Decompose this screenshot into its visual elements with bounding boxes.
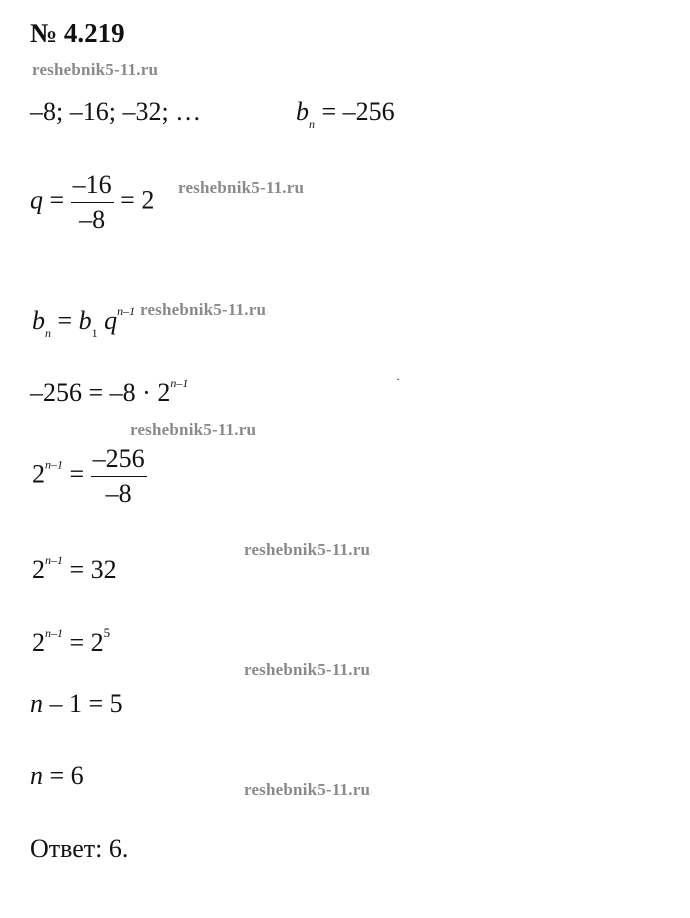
answer: Ответ: 6. [30,834,129,863]
general-formula [32,296,135,348]
line9-rest: = 6 [49,761,84,790]
problem-number: № 4.219 [30,18,125,48]
q-fraction [71,170,114,235]
line4-exp: n–1 [170,376,189,390]
watermark: reshebnik5-11.ru [140,300,267,319]
line5-base: 2 [32,459,45,489]
bn-rhs: = –256 [321,97,395,126]
line7-exp: n–1 [45,626,63,640]
formula-eq: = [57,306,73,335]
line7-exp2: 5 [103,625,111,640]
line6-base: 2 [32,555,45,584]
formula-n: n [45,326,51,340]
line-32 [32,545,117,585]
formula-b: b [32,306,45,335]
line5-exp: n–1 [45,457,63,472]
q-result: = 2 [120,185,155,215]
stray-mark: · [396,372,400,386]
line5-fraction [91,444,147,509]
sequence-bn [296,97,395,139]
watermark: reshebnik5-11.ru [130,420,257,439]
bn-var: b [296,97,309,126]
watermark: reshebnik5-11.ru [244,660,371,679]
line7-base: 2 [32,628,45,657]
line5-numerator: –256 [91,444,147,477]
sequence-terms: –8; –16; –32; … [30,97,202,126]
formula-one: 1 [91,326,98,340]
line-n-minus-1 [30,689,123,719]
line6-exp: n–1 [45,553,63,567]
watermark: reshebnik5-11.ru [244,780,371,799]
q-numerator: –16 [71,170,114,203]
q-denominator: –8 [79,205,106,234]
bn-sub: n [309,117,315,131]
q-eq: = [49,185,65,215]
q-var: q [30,185,43,215]
line8-rest: – 1 = 5 [49,689,123,718]
formula-b1: b [78,306,92,335]
watermark: reshebnik5-11.ru [244,540,371,559]
line6-rhs: = 32 [69,555,117,584]
watermark: reshebnik5-11.ru [178,178,305,197]
line7-rhs: = 2 [69,628,104,657]
line8-var: n [30,689,43,718]
q-equation [30,170,154,235]
line-substitution [30,368,188,408]
line9-var: n [30,761,43,790]
line5-eq: = [69,459,85,489]
line-n-result [30,761,84,791]
line5-denominator: –8 [105,479,132,508]
line4-lhs: –256 = –8 · 2 [30,378,171,407]
line-fraction [32,444,147,509]
watermark: reshebnik5-11.ru [32,60,159,79]
formula-q: q [104,306,118,335]
formula-exp: n–1 [117,304,136,318]
line-power [32,618,110,658]
